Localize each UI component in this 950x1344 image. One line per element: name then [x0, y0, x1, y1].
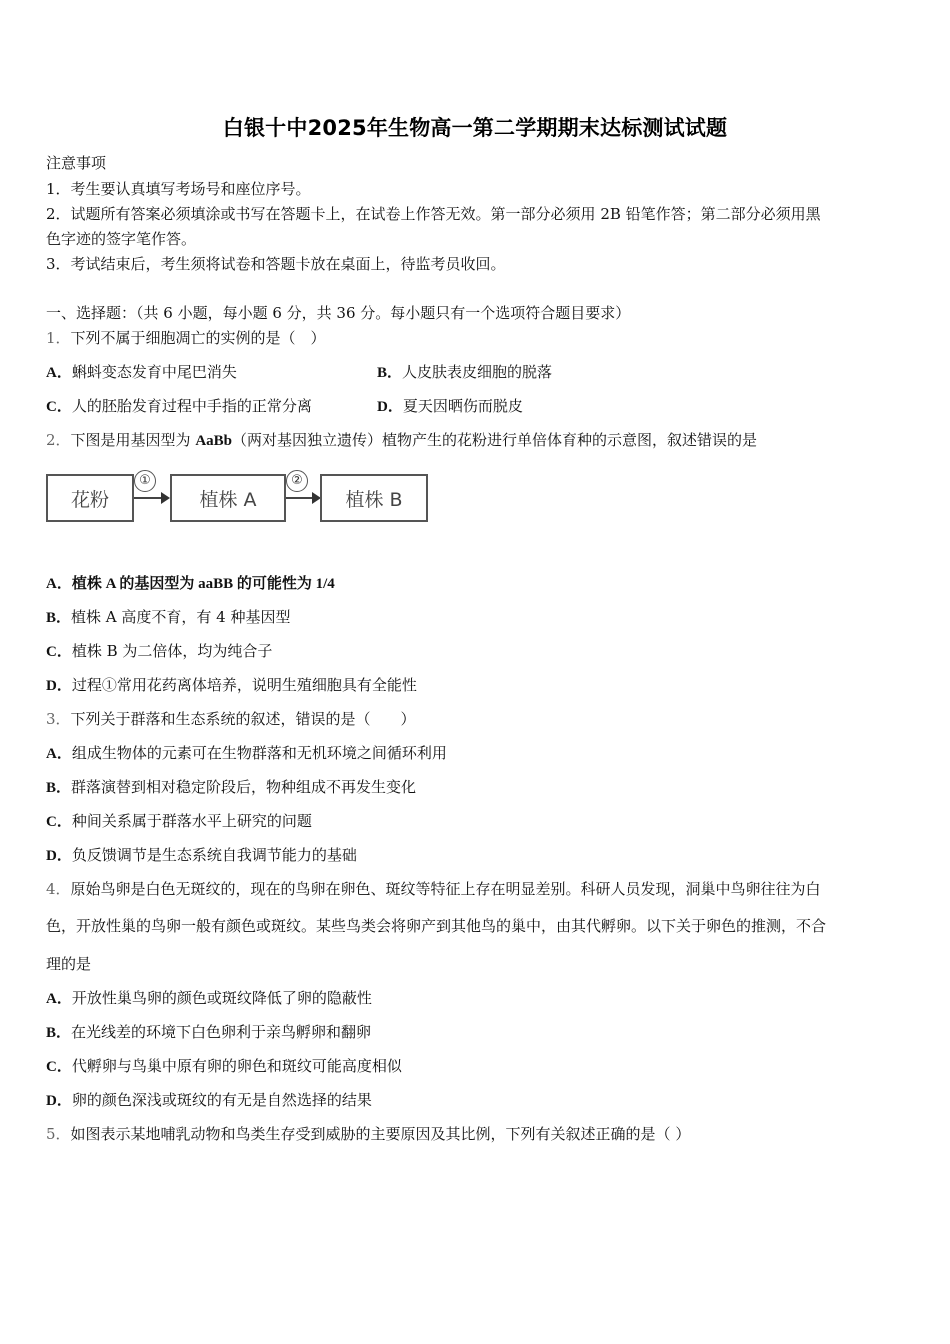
q4-option-a[interactable]: A．开放性巢鸟卵的颜色或斑纹降低了卵的隐蔽性 — [46, 989, 372, 1007]
q3-option-a[interactable]: A．组成生物体的元素可在生物群落和无机环境之间循环利用 — [46, 744, 447, 762]
step-1-label: ① — [134, 470, 156, 492]
page-title: 白银十中2025年生物高一第二学期期末达标测试试题 — [222, 116, 728, 140]
notice-item-1: 1．考生要认真填写考场号和座位序号。 — [46, 180, 311, 198]
q4-option-b[interactable]: B．在光线差的环境下白色卵利于亲鸟孵卵和翻卵 — [46, 1023, 372, 1041]
notice-item-2: 2．试题所有答案必须填涂或书写在答题卡上，在试卷上作答无效。第一部分必须用 2B 铅笔作答；第二部分必须用黑 — [46, 205, 821, 223]
q2-option-a[interactable]: A．植株 A 的基因型为 aaBB 的可能性为 1/4 — [46, 576, 335, 592]
q1-options-row-2 — [46, 395, 523, 416]
q1-option-c[interactable]: C．人的胚胎发育过程中手指的正常分离 — [46, 397, 312, 415]
question-stem: 下列关于群落和生态系统的叙述，错误的是（ ） — [70, 710, 416, 728]
q1-option-b[interactable]: B．人皮肤表皮细胞的脱落 — [377, 363, 553, 381]
q4-option-c[interactable]: C．代孵卵与鸟巢中原有卵的卵色和斑纹可能高度相似 — [46, 1057, 402, 1075]
diagram-box-plant-a: 植株 A — [170, 474, 286, 522]
q3-option-d[interactable]: D．负反馈调节是生态系统自我调节能力的基础 — [46, 846, 357, 864]
q3-option-b[interactable]: B．群落演替到相对稳定阶段后，物种组成不再发生变化 — [46, 778, 417, 796]
question-2: 2．下图是用基因型为 AaBb（两对基因独立遗传）植物产生的花粉进行单倍体育种的示意图，叙述错误的是 — [46, 431, 758, 449]
diagram-box-plant-b: 植株 B — [320, 474, 428, 522]
question-1 — [46, 327, 326, 348]
notice-heading: 注意事项 — [46, 154, 107, 172]
question-4: 4．原始鸟卵是白色无斑纹的，现在的鸟卵在卵色、斑纹等特征上存在明显差别。科研人员发现，洞巢中鸟卵往往为白 — [46, 880, 821, 898]
q1-option-d[interactable]: D．夏天因晒伤而脱皮 — [377, 397, 523, 415]
question-3 — [46, 708, 416, 729]
step-2-label: ② — [286, 470, 308, 492]
q2-option-c[interactable]: C．植株 B 为二倍体，均为纯合子 — [46, 642, 273, 660]
question-4-cont-2: 理的是 — [46, 955, 92, 973]
q1-options-row-1 — [46, 361, 553, 382]
q4-option-d[interactable]: D．卵的颜色深浅或斑纹的有无是自然选择的结果 — [46, 1091, 372, 1109]
q2-option-b[interactable]: B．植株 A 高度不育，有 4 种基因型 — [46, 608, 291, 626]
question-4-cont-1: 色，开放性巢的鸟卵一般有颜色或斑纹。某些鸟类会将卵产到其他鸟的巢中，由其代孵卵。以下关于卵色的推测，不合 — [46, 917, 827, 935]
q3-option-c[interactable]: C．种间关系属于群落水平上研究的问题 — [46, 812, 312, 830]
arrow-icon — [134, 497, 168, 499]
q1-option-a[interactable]: A．蝌蚪变态发育中尾巴消失 — [46, 363, 237, 381]
diagram-box-pollen: 花粉 — [46, 474, 134, 522]
question-number: 3． — [46, 710, 71, 728]
question-number: 2． — [46, 431, 71, 449]
question-number: 1． — [46, 329, 71, 347]
section-heading: 一、选择题：（共 6 小题，每小题 6 分，共 36 分。每小题只有一个选项符合题目要求） — [46, 304, 631, 322]
arrow-icon — [286, 497, 319, 499]
notice-item-3: 3．考试结束后，考生须将试卷和答题卡放在桌面上，待监考员收回。 — [46, 255, 506, 273]
question-stem: 下列不属于细胞凋亡的实例的是（ ） — [70, 329, 326, 347]
notice-item-2-cont: 色字迹的签字笔作答。 — [46, 230, 197, 248]
question-5 — [46, 1123, 690, 1144]
question-number: 5． — [46, 1125, 71, 1143]
haploid-breeding-diagram — [46, 470, 436, 530]
question-stem: 如图表示某地哺乳动物和鸟类生存受到威胁的主要原因及其比例，下列有关叙述正确的是（ ） — [70, 1125, 691, 1143]
question-number: 4． — [46, 880, 71, 898]
q2-option-d[interactable]: D．过程①常用花药离体培养，说明生殖细胞具有全能性 — [46, 676, 417, 694]
